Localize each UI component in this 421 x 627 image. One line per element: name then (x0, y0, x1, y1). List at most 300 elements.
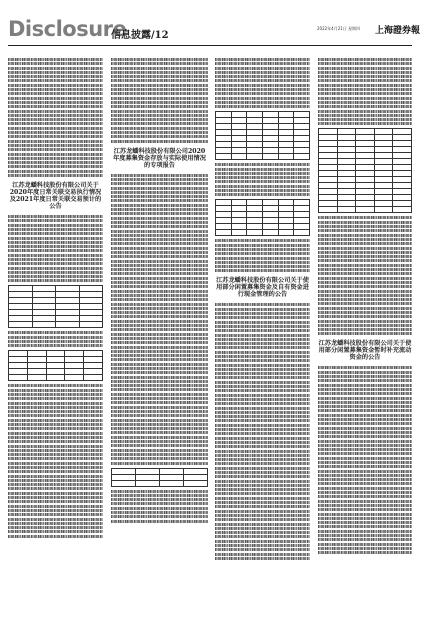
text-block (111, 105, 208, 108)
text-block (111, 363, 208, 366)
text-block (318, 238, 412, 241)
text-block (8, 110, 103, 113)
text-block (215, 163, 310, 166)
text-block (318, 375, 412, 378)
text-block (8, 453, 103, 456)
text-block (318, 405, 412, 408)
text-block (111, 431, 208, 434)
text-block (111, 71, 208, 74)
text-block (8, 75, 103, 78)
text-block (215, 257, 310, 260)
text-block (215, 497, 310, 500)
text-block (111, 520, 208, 523)
text-block (8, 440, 103, 443)
text-block (8, 118, 103, 121)
text-block (111, 423, 208, 426)
text-block (111, 199, 208, 202)
text-block (215, 75, 310, 78)
text-block (318, 272, 412, 275)
text-block (318, 285, 412, 288)
text-block (111, 122, 208, 125)
text-block (8, 513, 103, 516)
text-block (215, 424, 310, 427)
text-block (215, 437, 310, 440)
text-block (111, 311, 208, 314)
text-block (8, 344, 103, 347)
text-block (8, 92, 103, 95)
text-block (111, 449, 208, 452)
text-block (215, 445, 310, 448)
text-block (215, 510, 310, 513)
text-block (8, 245, 103, 248)
text-block (318, 234, 412, 237)
text-block (111, 242, 208, 245)
text-block (215, 402, 310, 405)
text-block (8, 518, 103, 521)
text-block (318, 543, 412, 546)
text-block (8, 423, 103, 426)
text-block (8, 71, 103, 74)
text-block (8, 62, 103, 65)
text-block (8, 275, 103, 278)
text-block (8, 530, 103, 533)
text-block (111, 234, 208, 237)
text-block (111, 88, 208, 91)
text-block (8, 174, 103, 177)
text-block (111, 135, 208, 138)
text-block (215, 359, 310, 362)
text-block (215, 376, 310, 379)
text-block (111, 238, 208, 241)
text-block (8, 457, 103, 460)
text-block (8, 101, 103, 104)
text-block (318, 521, 412, 524)
text-block (215, 189, 310, 192)
text-block (8, 140, 103, 143)
text-block (318, 118, 412, 121)
data-table (215, 199, 310, 236)
text-block (215, 385, 310, 388)
text-block (215, 92, 310, 95)
text-block (215, 505, 310, 508)
text-block (111, 511, 208, 514)
text-block (8, 393, 103, 396)
text-block (215, 492, 310, 495)
text-block (215, 303, 310, 306)
text-block (111, 333, 208, 336)
text-block (318, 75, 412, 78)
text-block (8, 340, 103, 343)
text-block (111, 230, 208, 233)
text-block (111, 457, 208, 460)
text-block (318, 332, 412, 335)
text-block (318, 264, 412, 267)
text-block (215, 540, 310, 543)
text-block (318, 62, 412, 65)
text-block (215, 389, 310, 392)
text-block (8, 122, 103, 125)
text-block (215, 265, 310, 268)
text-block (318, 114, 412, 117)
text-block (111, 498, 208, 501)
text-block (111, 384, 208, 387)
text-block (318, 320, 412, 323)
text-block (215, 172, 310, 175)
text-block (111, 260, 208, 263)
text-block (215, 180, 310, 183)
text-block (8, 475, 103, 478)
text-block (111, 182, 208, 185)
text-block (215, 97, 310, 100)
text-block (111, 290, 208, 293)
text-block (111, 285, 208, 288)
text-block (111, 225, 208, 228)
text-block (111, 401, 208, 404)
text-block (111, 444, 208, 447)
text-block (215, 484, 310, 487)
column-4 (318, 58, 412, 618)
text-block (215, 185, 310, 188)
text-block (111, 281, 208, 284)
text-block (215, 480, 310, 483)
text-block (318, 281, 412, 284)
text-block (111, 272, 208, 275)
text-block (8, 445, 103, 448)
text-block (111, 217, 208, 220)
text-block (111, 97, 208, 100)
text-block (318, 247, 412, 250)
text-block (215, 471, 310, 474)
text-block (215, 105, 310, 108)
text-block (318, 216, 412, 219)
text-block (215, 308, 310, 311)
text-block (318, 427, 412, 430)
text-block (215, 346, 310, 349)
text-block (8, 500, 103, 503)
text-block (215, 450, 310, 453)
text-block (111, 294, 208, 297)
text-block (215, 316, 310, 319)
text-block (111, 507, 208, 510)
text-block (318, 409, 412, 412)
text-block (318, 435, 412, 438)
text-block (111, 358, 208, 361)
text-block (318, 324, 412, 327)
text-block (318, 517, 412, 520)
text-block (318, 101, 412, 104)
text-block (111, 341, 208, 344)
text-block (215, 419, 310, 422)
notice-title: 江苏龙蟠科技股份有限公司关于使用部分闲置募集资金及自有资金进行现金管理的公告 (216, 277, 309, 299)
text-block (111, 462, 208, 465)
text-block (215, 176, 310, 179)
notice-title: 江苏龙蟠科技股份有限公司关于2020年度日常关联交易执行情况及2021年度日常关联交易预计的公告 (9, 182, 102, 211)
text-block (111, 320, 208, 323)
text-block (111, 367, 208, 370)
text-block (8, 84, 103, 87)
text-block (8, 535, 103, 538)
text-block (8, 157, 103, 160)
text-block (111, 204, 208, 207)
text-block (8, 432, 103, 435)
text-block (111, 376, 208, 379)
text-block (318, 259, 412, 262)
text-block (215, 467, 310, 470)
text-block (8, 384, 103, 387)
text-block (318, 500, 412, 503)
text-block (318, 392, 412, 395)
text-block (111, 187, 208, 190)
text-block (215, 381, 310, 384)
text-block (111, 397, 208, 400)
text-block (8, 153, 103, 156)
text-block (111, 277, 208, 280)
text-block (318, 294, 412, 297)
text-block (318, 58, 412, 61)
text-block (215, 488, 310, 491)
text-block (215, 168, 310, 171)
text-block (318, 92, 412, 95)
text-block (111, 191, 208, 194)
text-block (318, 397, 412, 400)
text-block (8, 436, 103, 439)
text-block (111, 346, 208, 349)
text-block (215, 441, 310, 444)
text-block (215, 334, 310, 337)
masthead (0, 0, 421, 56)
text-block (8, 492, 103, 495)
text-block (111, 208, 208, 211)
text-block (8, 267, 103, 270)
text-block (8, 148, 103, 151)
text-block (318, 538, 412, 541)
text-block (318, 474, 412, 477)
text-block (111, 315, 208, 318)
text-block (8, 165, 103, 168)
text-block (215, 398, 310, 401)
text-block (215, 394, 310, 397)
text-block (318, 225, 412, 228)
text-block (318, 422, 412, 425)
text-block (215, 523, 310, 526)
text-block (215, 342, 310, 345)
text-block (8, 462, 103, 465)
column-1 (8, 58, 103, 618)
text-block (318, 465, 412, 468)
text-block (215, 325, 310, 328)
data-table (8, 285, 103, 328)
text-block (8, 105, 103, 108)
text-block (215, 252, 310, 255)
text-block (318, 487, 412, 490)
text-block (8, 522, 103, 525)
text-block (111, 354, 208, 357)
text-block (215, 544, 310, 547)
text-block (111, 92, 208, 95)
text-block (318, 534, 412, 537)
text-block (111, 67, 208, 70)
text-block (318, 302, 412, 305)
text-block (8, 414, 103, 417)
text-block (111, 221, 208, 224)
text-block (318, 242, 412, 245)
masthead-rule (8, 45, 412, 46)
text-block (111, 195, 208, 198)
text-block (111, 264, 208, 267)
text-block (318, 461, 412, 464)
text-block (215, 269, 310, 272)
text-block (215, 321, 310, 324)
text-block (215, 84, 310, 87)
text-block (215, 101, 310, 104)
text-block (111, 255, 208, 258)
text-block (111, 75, 208, 78)
text-block (318, 255, 412, 258)
publication-meta: 2022年4月21日 星期四 (317, 26, 361, 31)
text-block (318, 530, 412, 533)
text-block (111, 303, 208, 306)
text-block (8, 526, 103, 529)
text-block (318, 495, 412, 498)
text-block (318, 290, 412, 293)
text-block (215, 62, 310, 65)
text-block (8, 67, 103, 70)
text-block (8, 406, 103, 409)
text-block (215, 351, 310, 354)
text-block (318, 525, 412, 528)
text-block (215, 548, 310, 551)
text-block (318, 251, 412, 254)
text-block (318, 79, 412, 82)
text-block (111, 79, 208, 82)
text-block (318, 440, 412, 443)
text-block (111, 328, 208, 331)
text-block (318, 547, 412, 550)
text-block (111, 337, 208, 340)
text-block (215, 239, 310, 242)
data-table (318, 128, 412, 213)
text-block (318, 452, 412, 455)
text-block (111, 371, 208, 374)
text-block (318, 448, 412, 451)
text-block (318, 67, 412, 70)
text-block (8, 449, 103, 452)
text-block (8, 114, 103, 117)
text-block (111, 58, 208, 61)
text-block (111, 414, 208, 417)
text-block (8, 389, 103, 392)
text-block (318, 508, 412, 511)
text-block (318, 551, 412, 554)
text-block (8, 249, 103, 252)
text-block (215, 312, 310, 315)
text-block (8, 509, 103, 512)
text-block (318, 105, 412, 108)
text-block (8, 224, 103, 227)
text-block (111, 436, 208, 439)
text-block (318, 328, 412, 331)
text-block (318, 388, 412, 391)
text-block (318, 457, 412, 460)
text-block (215, 454, 310, 457)
data-table (215, 111, 310, 160)
text-block (8, 410, 103, 413)
text-block (111, 268, 208, 271)
text-block (111, 406, 208, 409)
text-block (215, 557, 310, 560)
text-block (8, 170, 103, 173)
text-block (8, 258, 103, 261)
column-2 (111, 58, 208, 618)
text-block (111, 62, 208, 65)
text-block (318, 277, 412, 280)
text-block (215, 364, 310, 367)
text-block (111, 131, 208, 134)
text-block (215, 355, 310, 358)
text-block (8, 271, 103, 274)
text-block (111, 178, 208, 181)
text-block (215, 71, 310, 74)
text-block (111, 502, 208, 505)
text-block (318, 84, 412, 87)
newspaper-logo: 上海證券報 (375, 26, 421, 36)
text-block (8, 254, 103, 257)
text-block (111, 110, 208, 113)
text-block (8, 161, 103, 164)
text-block (8, 97, 103, 100)
text-block (318, 478, 412, 481)
text-block (111, 307, 208, 310)
text-block (318, 97, 412, 100)
text-block (215, 58, 310, 61)
text-block (318, 418, 412, 421)
text-block (215, 372, 310, 375)
text-block (8, 144, 103, 147)
text-block (318, 379, 412, 382)
text-block (215, 79, 310, 82)
text-block (8, 505, 103, 508)
text-block (111, 127, 208, 130)
text-block (215, 415, 310, 418)
text-block (318, 384, 412, 387)
text-block (215, 261, 310, 264)
text-block (215, 248, 310, 251)
text-block (111, 419, 208, 422)
column-3 (215, 58, 310, 618)
text-block (318, 491, 412, 494)
text-block (318, 401, 412, 404)
text-block (215, 527, 310, 530)
text-block (215, 329, 310, 332)
text-block (215, 428, 310, 431)
text-block (318, 470, 412, 473)
text-block (215, 475, 310, 478)
text-block (318, 444, 412, 447)
text-block (318, 307, 412, 310)
text-block (318, 298, 412, 301)
text-block (111, 453, 208, 456)
text-block (215, 244, 310, 247)
text-block (111, 84, 208, 87)
text-block (111, 212, 208, 215)
text-block (111, 101, 208, 104)
data-table (8, 350, 103, 381)
text-block (111, 118, 208, 121)
data-table (111, 468, 208, 487)
text-block (318, 431, 412, 434)
text-block (215, 531, 310, 534)
text-block (111, 174, 208, 177)
